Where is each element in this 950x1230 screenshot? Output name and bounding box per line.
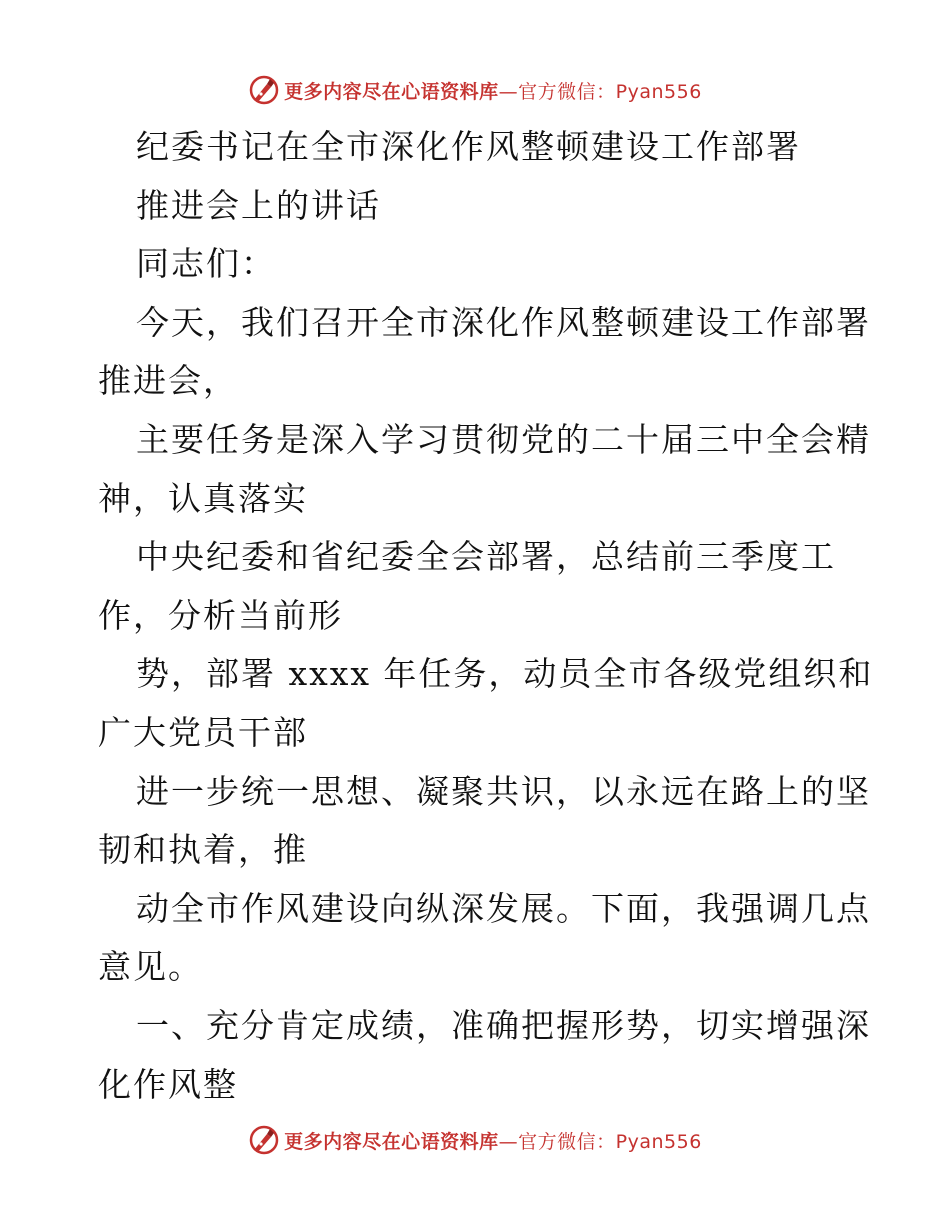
- watermark-contact: 官方微信：Pyan556: [518, 80, 702, 103]
- pen-nib-circle-logo-icon: [248, 74, 280, 106]
- paragraph-line: 神，认真落实: [98, 478, 308, 518]
- watermark-brand: 更多内容尽在心语资料库: [284, 80, 499, 103]
- watermark-separator: —: [498, 80, 519, 103]
- pen-nib-circle-logo-icon: [248, 1124, 280, 1156]
- paragraph-line: 推进会，: [98, 361, 238, 401]
- paragraph-line: 主要任务是深入学习贯彻党的二十届三中全会精: [136, 419, 871, 459]
- section-heading-line: 化作风整: [98, 1064, 238, 1104]
- document-title-line-2: 推进会上的讲话: [136, 185, 381, 225]
- paragraph-line: 广大党员干部: [98, 712, 308, 752]
- watermark-text: [284, 1127, 702, 1154]
- paragraph-line: 韧和执着，推: [98, 830, 308, 870]
- paragraph-line: 势，部署 xxxx 年任务，动员全市各级党组织和: [136, 654, 874, 694]
- salutation: 同志们：: [136, 244, 276, 284]
- watermark-contact: 官方微信：Pyan556: [518, 1130, 702, 1153]
- watermark-brand: 更多内容尽在心语资料库: [284, 1130, 499, 1153]
- watermark-header: [0, 70, 950, 110]
- section-heading-line: 一、充分肯定成绩，准确把握形势，切实增强深: [136, 1005, 871, 1045]
- paragraph-line: 进一步统一思想、凝聚共识，以永远在路上的坚: [136, 771, 871, 811]
- paragraph-line: 中央纪委和省纪委全会部署，总结前三季度工: [136, 537, 836, 577]
- paragraph-line: 意见。: [98, 947, 203, 987]
- paragraph-line: 作，分析当前形: [98, 595, 343, 635]
- watermark-footer: [0, 1120, 950, 1160]
- paragraph-line: 动全市作风建设向纵深发展。下面，我强调几点: [136, 888, 871, 928]
- watermark-separator: —: [498, 1130, 519, 1153]
- watermark-text: [284, 77, 702, 104]
- document-title-line-1: 纪委书记在全市深化作风整顿建设工作部署: [136, 127, 801, 166]
- paragraph-line: 今天，我们召开全市深化作风整顿建设工作部署: [136, 302, 871, 342]
- document-body: [98, 118, 874, 1114]
